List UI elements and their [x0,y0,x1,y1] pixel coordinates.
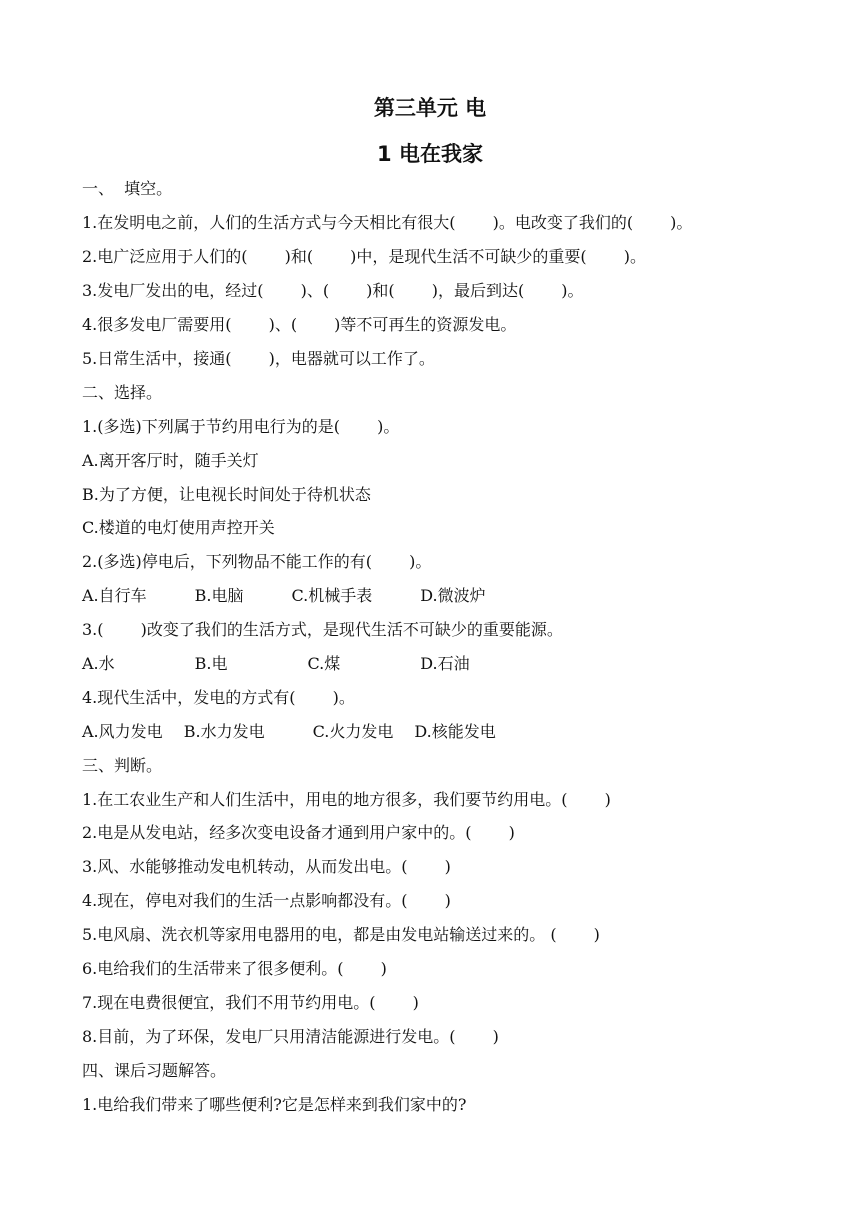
section-heading-judge: 三、判断。 [82,756,163,775]
question-line: 1.在工农业生产和人们生活中，用电的地方很多，我们要节约用电。( ) [82,790,611,809]
question-line: 7.现在电费很便宜，我们不用节约用电。( ) [82,993,419,1012]
option-line: B.为了方便，让电视长时间处于待机状态 [82,485,371,504]
section-heading-choice: 二、选择。 [82,383,163,402]
option-line: A.风力发电 B.水力发电 C.火力发电 D.核能发电 [82,722,496,741]
question-line: 8.目前，为了环保，发电厂只用清洁能源进行发电。( ) [82,1027,499,1046]
question-line: 3.发电厂发出的电，经过( )、( )和( )，最后到达( )。 [82,281,584,300]
question-line: 2.电是从发电站，经多次变电设备才通到用户家中的。( ) [82,823,515,842]
question-line: 2.电广泛应用于人们的( )和( )中，是现代生活不可缺少的重要( )。 [82,247,646,266]
question-line: 4.很多发电厂需要用( )、( )等不可再生的资源发电。 [82,315,517,334]
option-line: C.楼道的电灯使用声控开关 [82,518,275,537]
section-heading-answers: 四、课后习题解答。 [82,1061,227,1080]
question-line: 5.日常生活中，接通( )，电器就可以工作了。 [82,349,435,368]
section-heading-fill: 一、 填空。 [82,179,173,198]
question-line: 3.风、水能够推动发电机转动，从而发出电。( ) [82,857,451,876]
question-line: 2.(多选)停电后，下列物品不能工作的有( )。 [82,552,432,571]
lesson-title: 1 电在我家 [377,142,483,166]
question-line: 5.电风扇、洗衣机等家用电器用的电，都是由发电站输送过来的。 ( ) [82,925,600,944]
unit-title: 第三单元 电 [373,96,487,120]
question-line: 4.现在，停电对我们的生活一点影响都没有。( ) [82,891,451,910]
question-line: 1.(多选)下列属于节约用电行为的是( )。 [82,417,400,436]
question-line: 1.电给我们带来了哪些便利?它是怎样来到我们家中的? [82,1095,467,1114]
option-line: A.自行车 B.电脑 C.机械手表 D.微波炉 [82,586,486,605]
option-line: A.水 B.电 C.煤 D.石油 [82,654,470,673]
question-line: 3.( )改变了我们的生活方式，是现代生活不可缺少的重要能源。 [82,620,563,639]
question-line: 6.电给我们的生活带来了很多便利。( ) [82,959,387,978]
question-line: 1.在发明电之前，人们的生活方式与今天相比有很大( )。电改变了我们的( )。 [82,213,693,232]
question-line: 4.现代生活中，发电的方式有( )。 [82,688,355,707]
option-line: A.离开客厅时，随手关灯 [82,451,259,470]
